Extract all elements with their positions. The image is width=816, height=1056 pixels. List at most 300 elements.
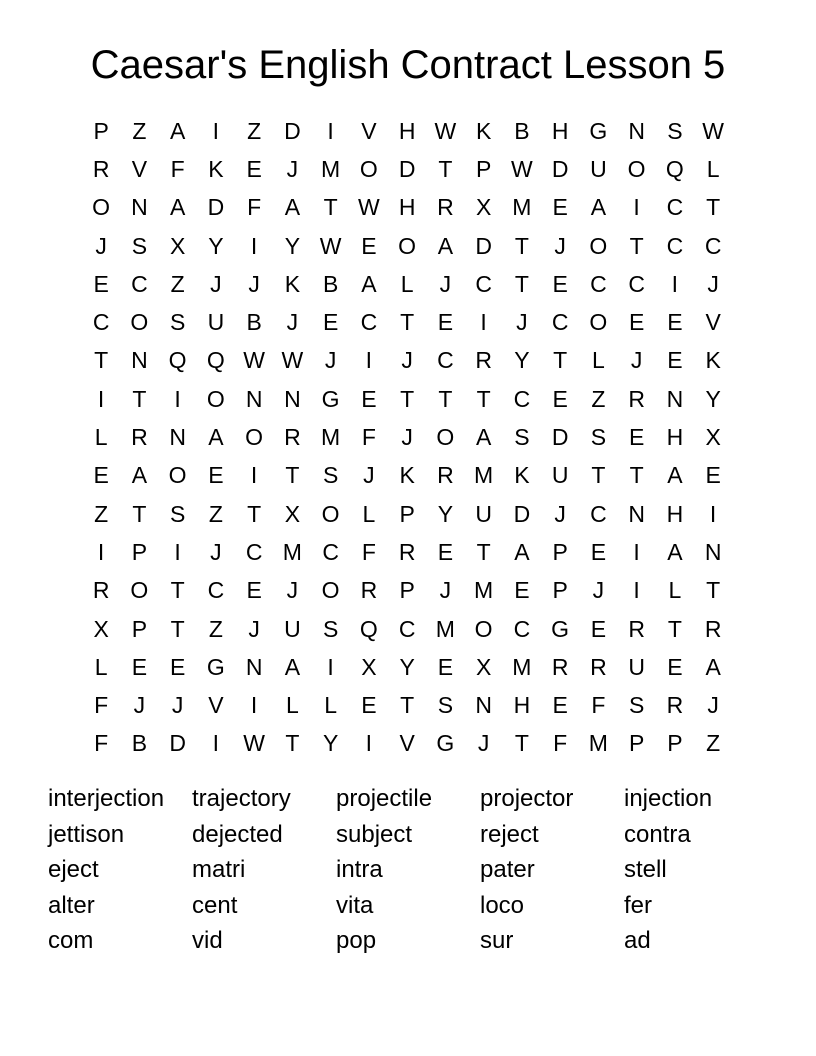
grid-letter[interactable]: V: [399, 730, 415, 757]
grid-letter[interactable]: I: [327, 117, 334, 144]
grid-letter[interactable]: C: [628, 270, 645, 297]
grid-letter[interactable]: W: [511, 155, 533, 182]
grid-letter[interactable]: K: [475, 117, 492, 144]
grid-letter[interactable]: I: [97, 538, 105, 565]
grid-letter[interactable]: U: [475, 500, 492, 527]
grid-letter[interactable]: P: [552, 538, 568, 565]
grid-letter[interactable]: J: [707, 692, 719, 719]
grid-letter[interactable]: J: [95, 232, 107, 259]
grid-letter[interactable]: T: [285, 730, 300, 757]
grid-letter[interactable]: Z: [208, 500, 223, 527]
grid-letter[interactable]: I: [365, 730, 373, 757]
grid-letter[interactable]: I: [633, 577, 640, 604]
grid-letter[interactable]: I: [97, 385, 105, 412]
grid-letter[interactable]: J: [477, 730, 490, 757]
grid-letter[interactable]: H: [666, 424, 684, 451]
grid-letter[interactable]: S: [131, 232, 148, 259]
grid-letter[interactable]: E: [246, 577, 262, 604]
grid-letter[interactable]: N: [666, 385, 684, 412]
grid-letter[interactable]: A: [169, 117, 186, 144]
grid-letter[interactable]: X: [361, 653, 377, 680]
grid-letter[interactable]: T: [400, 309, 415, 336]
grid-letter[interactable]: R: [437, 462, 454, 489]
grid-letter[interactable]: Z: [208, 615, 223, 642]
grid-letter[interactable]: K: [705, 347, 721, 374]
grid-letter[interactable]: C: [704, 232, 722, 259]
grid-letter[interactable]: O: [589, 309, 608, 336]
grid-letter[interactable]: A: [361, 270, 377, 297]
grid-letter[interactable]: O: [321, 500, 340, 527]
grid-letter[interactable]: S: [322, 615, 339, 642]
grid-letter[interactable]: J: [630, 347, 643, 374]
grid-letter[interactable]: C: [398, 615, 416, 642]
word-list-item: loco: [480, 891, 525, 919]
grid-letter[interactable]: E: [361, 385, 377, 412]
grid-letter[interactable]: E: [628, 309, 645, 336]
grid-letter[interactable]: E: [705, 462, 721, 489]
grid-letter[interactable]: R: [628, 385, 645, 412]
grid-letter[interactable]: K: [208, 155, 224, 182]
grid-letter[interactable]: E: [437, 538, 454, 565]
grid-letter[interactable]: H: [513, 692, 531, 719]
grid-letter[interactable]: I: [212, 730, 220, 757]
grid-letter[interactable]: N: [131, 194, 148, 221]
grid-letter[interactable]: J: [439, 270, 452, 297]
grid-letter[interactable]: U: [207, 309, 225, 336]
grid-letter[interactable]: M: [512, 194, 532, 221]
grid-letter[interactable]: J: [592, 577, 605, 604]
grid-letter[interactable]: S: [667, 117, 683, 144]
grid-letter[interactable]: L: [362, 500, 376, 527]
grid-letter[interactable]: K: [284, 270, 301, 297]
grid-letter[interactable]: E: [93, 270, 109, 297]
grid-letter[interactable]: R: [398, 538, 416, 565]
grid-letter[interactable]: P: [552, 577, 568, 604]
grid-letter[interactable]: E: [169, 653, 186, 680]
word-list-item: alter: [48, 891, 95, 919]
grid-letter[interactable]: X: [705, 424, 721, 451]
grid-letter[interactable]: O: [398, 232, 417, 259]
grid-letter[interactable]: N: [284, 385, 301, 412]
grid-letter[interactable]: O: [130, 309, 149, 336]
grid-letter[interactable]: I: [633, 194, 640, 221]
grid-letter[interactable]: L: [94, 424, 108, 451]
grid-letter[interactable]: M: [282, 538, 302, 565]
grid-letter[interactable]: Q: [206, 347, 225, 374]
grid-letter[interactable]: J: [248, 615, 260, 642]
grid-letter[interactable]: R: [628, 615, 645, 642]
grid-letter[interactable]: D: [398, 155, 416, 182]
grid-letter[interactable]: C: [131, 270, 148, 297]
grid-letter[interactable]: E: [208, 462, 224, 489]
grid-letter[interactable]: R: [360, 577, 378, 604]
grid-letter[interactable]: I: [365, 347, 373, 374]
grid-letter[interactable]: E: [246, 155, 262, 182]
grid-letter[interactable]: E: [552, 692, 568, 719]
grid-letter[interactable]: Z: [706, 730, 721, 757]
grid-letter[interactable]: Z: [94, 500, 109, 527]
grid-letter[interactable]: A: [514, 538, 530, 565]
grid-letter[interactable]: M: [321, 155, 341, 182]
grid-letter[interactable]: T: [170, 615, 185, 642]
grid-letter[interactable]: T: [514, 232, 529, 259]
grid-letter[interactable]: J: [286, 155, 299, 182]
word-list-item: cent: [192, 891, 238, 919]
grid-letter[interactable]: H: [398, 194, 416, 221]
grid-letter[interactable]: T: [476, 385, 491, 412]
grid-letter[interactable]: E: [437, 309, 454, 336]
grid-letter[interactable]: D: [169, 730, 186, 757]
grid-letter[interactable]: Y: [399, 653, 415, 680]
grid-letter[interactable]: P: [628, 730, 645, 757]
grid-letter[interactable]: C: [666, 194, 684, 221]
grid-letter[interactable]: D: [551, 155, 569, 182]
grid-letter[interactable]: N: [169, 424, 186, 451]
grid-letter[interactable]: T: [514, 730, 529, 757]
grid-letter[interactable]: B: [131, 730, 148, 757]
grid-letter[interactable]: J: [554, 500, 566, 527]
grid-letter[interactable]: O: [130, 577, 149, 604]
grid-letter[interactable]: N: [245, 653, 263, 680]
grid-letter[interactable]: H: [551, 117, 569, 144]
grid-letter[interactable]: F: [94, 730, 109, 757]
grid-letter[interactable]: Z: [591, 385, 606, 412]
grid-letter[interactable]: P: [399, 577, 415, 604]
grid-letter[interactable]: M: [321, 424, 341, 451]
grid-letter[interactable]: O: [359, 155, 378, 182]
grid-letter[interactable]: C: [245, 538, 263, 565]
grid-letter[interactable]: U: [551, 462, 569, 489]
grid-letter[interactable]: E: [437, 653, 454, 680]
grid-letter[interactable]: E: [131, 653, 148, 680]
grid-letter[interactable]: S: [437, 692, 454, 719]
grid-letter[interactable]: W: [702, 117, 724, 144]
grid-letter[interactable]: T: [553, 347, 568, 374]
grid-letter[interactable]: F: [170, 155, 185, 182]
grid-letter[interactable]: E: [590, 538, 607, 565]
grid-letter[interactable]: J: [210, 538, 222, 565]
grid-letter[interactable]: E: [590, 615, 607, 642]
grid-letter[interactable]: L: [285, 692, 299, 719]
grid-letter[interactable]: D: [475, 232, 492, 259]
grid-letter[interactable]: C: [590, 270, 607, 297]
grid-letter[interactable]: C: [322, 538, 339, 565]
grid-letter[interactable]: R: [704, 615, 722, 642]
grid-letter[interactable]: F: [553, 730, 568, 757]
grid-letter[interactable]: T: [438, 385, 453, 412]
grid-letter[interactable]: E: [552, 385, 568, 412]
grid-letter[interactable]: E: [552, 270, 568, 297]
grid-letter[interactable]: T: [323, 194, 338, 221]
grid-letter[interactable]: P: [667, 730, 683, 757]
grid-letter[interactable]: J: [286, 309, 299, 336]
grid-letter[interactable]: P: [131, 615, 148, 642]
letter-grid: [82, 112, 732, 763]
grid-letter[interactable]: I: [174, 538, 181, 565]
grid-letter[interactable]: P: [399, 500, 415, 527]
grid-letter[interactable]: G: [589, 117, 608, 144]
grid-letter[interactable]: T: [285, 462, 300, 489]
grid-letter[interactable]: E: [361, 692, 377, 719]
grid-letter[interactable]: Z: [132, 117, 147, 144]
grid-letter[interactable]: C: [666, 232, 684, 259]
grid-letter[interactable]: A: [590, 194, 607, 221]
grid-letter[interactable]: Q: [168, 347, 187, 374]
grid-letter[interactable]: C: [590, 500, 607, 527]
grid-letter[interactable]: W: [243, 730, 265, 757]
word-list-item: injection: [624, 785, 713, 812]
grid-letter[interactable]: F: [247, 194, 262, 221]
grid-letter[interactable]: I: [174, 385, 181, 412]
grid-letter[interactable]: E: [628, 424, 645, 451]
grid-letter[interactable]: C: [92, 309, 110, 336]
grid-letter[interactable]: R: [284, 424, 301, 451]
grid-letter[interactable]: C: [551, 309, 569, 336]
grid-letter[interactable]: U: [628, 653, 645, 680]
grid-letter[interactable]: I: [250, 462, 258, 489]
grid-letter[interactable]: E: [322, 309, 339, 336]
grid-letter[interactable]: W: [319, 232, 342, 259]
grid-letter[interactable]: G: [321, 385, 340, 412]
grid-letter[interactable]: C: [513, 615, 531, 642]
grid-letter[interactable]: L: [324, 692, 338, 719]
grid-letter[interactable]: T: [476, 538, 491, 565]
word-list-item: subject: [336, 820, 413, 848]
grid-letter[interactable]: D: [551, 424, 569, 451]
grid-letter[interactable]: X: [284, 500, 301, 527]
grid-letter[interactable]: O: [474, 615, 493, 642]
grid-letter[interactable]: A: [284, 653, 301, 680]
word-list-item: pop: [336, 927, 377, 954]
grid-letter[interactable]: W: [358, 194, 380, 221]
word-list-item: ad: [624, 927, 651, 954]
grid-letter[interactable]: I: [671, 270, 679, 297]
grid-letter[interactable]: N: [628, 500, 645, 527]
grid-letter[interactable]: J: [401, 347, 413, 374]
grid-letter[interactable]: B: [322, 270, 339, 297]
grid-letter[interactable]: E: [667, 653, 683, 680]
grid-letter[interactable]: H: [666, 500, 684, 527]
grid-letter[interactable]: W: [434, 117, 457, 144]
grid-letter[interactable]: T: [400, 692, 415, 719]
grid-letter[interactable]: P: [475, 155, 492, 182]
grid-letter[interactable]: D: [284, 117, 301, 144]
grid-letter[interactable]: E: [361, 232, 377, 259]
grid-letter[interactable]: C: [360, 309, 378, 336]
grid-letter[interactable]: Y: [705, 385, 721, 412]
grid-letter[interactable]: W: [281, 347, 304, 374]
grid-letter[interactable]: N: [131, 347, 148, 374]
grid-letter[interactable]: J: [324, 347, 337, 374]
grid-letter[interactable]: O: [589, 232, 608, 259]
grid-letter[interactable]: T: [132, 500, 147, 527]
grid-letter[interactable]: T: [591, 462, 606, 489]
grid-letter[interactable]: F: [361, 424, 376, 451]
grid-letter[interactable]: T: [667, 615, 682, 642]
grid-letter[interactable]: S: [169, 309, 186, 336]
grid-letter[interactable]: V: [705, 309, 721, 336]
grid-letter[interactable]: E: [93, 462, 109, 489]
grid-letter[interactable]: C: [475, 270, 492, 297]
grid-letter[interactable]: C: [513, 385, 531, 412]
grid-letter[interactable]: D: [513, 500, 531, 527]
grid-letter[interactable]: M: [474, 577, 494, 604]
grid-letter[interactable]: J: [516, 309, 528, 336]
grid-letter[interactable]: N: [628, 117, 645, 144]
grid-letter[interactable]: I: [250, 232, 258, 259]
grid-letter[interactable]: L: [94, 653, 108, 680]
grid-letter[interactable]: V: [208, 692, 224, 719]
grid-letter[interactable]: G: [206, 653, 225, 680]
grid-letter[interactable]: T: [132, 385, 147, 412]
grid-letter[interactable]: T: [438, 155, 453, 182]
grid-letter[interactable]: O: [436, 424, 455, 451]
grid-letter[interactable]: F: [361, 538, 376, 565]
grid-letter[interactable]: S: [514, 424, 530, 451]
grid-letter[interactable]: A: [437, 232, 454, 259]
grid-letter[interactable]: X: [169, 232, 186, 259]
grid-letter[interactable]: A: [169, 194, 186, 221]
grid-letter[interactable]: J: [248, 270, 260, 297]
grid-letter[interactable]: D: [207, 194, 225, 221]
grid-letter[interactable]: R: [475, 347, 492, 374]
grid-letter[interactable]: M: [474, 462, 494, 489]
grid-letter[interactable]: U: [590, 155, 607, 182]
grid-letter[interactable]: E: [552, 194, 568, 221]
word-list-item: projectile: [336, 785, 433, 812]
grid-letter[interactable]: B: [514, 117, 530, 144]
grid-letter[interactable]: N: [245, 385, 263, 412]
grid-letter[interactable]: T: [629, 232, 644, 259]
grid-letter[interactable]: J: [286, 577, 299, 604]
grid-letter[interactable]: R: [666, 692, 684, 719]
grid-letter[interactable]: T: [629, 462, 644, 489]
grid-letter[interactable]: S: [628, 692, 645, 719]
grid-letter[interactable]: A: [284, 194, 301, 221]
grid-letter[interactable]: I: [709, 500, 717, 527]
grid-letter[interactable]: Y: [284, 232, 301, 259]
grid-letter[interactable]: I: [480, 309, 487, 336]
grid-letter[interactable]: S: [322, 462, 339, 489]
grid-letter[interactable]: I: [633, 538, 640, 565]
grid-letter[interactable]: Y: [208, 232, 224, 259]
grid-letter[interactable]: T: [247, 500, 262, 527]
grid-letter[interactable]: T: [514, 270, 529, 297]
grid-letter[interactable]: P: [93, 117, 109, 144]
grid-letter[interactable]: J: [171, 692, 184, 719]
grid-letter[interactable]: Y: [437, 500, 454, 527]
grid-letter[interactable]: L: [706, 155, 720, 182]
grid-letter[interactable]: B: [246, 309, 262, 336]
grid-letter[interactable]: J: [554, 232, 566, 259]
grid-letter[interactable]: L: [668, 577, 682, 604]
grid-letter[interactable]: O: [321, 577, 340, 604]
word-list-item: pater: [480, 856, 535, 883]
grid-letter[interactable]: J: [210, 270, 222, 297]
grid-letter[interactable]: O: [245, 424, 264, 451]
grid-letter[interactable]: I: [327, 653, 334, 680]
grid-letter[interactable]: R: [92, 155, 110, 182]
grid-letter[interactable]: X: [93, 615, 109, 642]
grid-letter[interactable]: A: [667, 538, 683, 565]
grid-letter[interactable]: M: [588, 730, 608, 757]
grid-letter[interactable]: G: [436, 730, 455, 757]
grid-letter[interactable]: J: [707, 270, 719, 297]
grid-letter[interactable]: K: [399, 462, 415, 489]
grid-letter[interactable]: X: [475, 653, 492, 680]
grid-letter[interactable]: C: [207, 577, 225, 604]
grid-letter[interactable]: Z: [247, 117, 262, 144]
grid-letter[interactable]: T: [94, 347, 109, 374]
grid-letter[interactable]: I: [250, 692, 258, 719]
word-list-item: projector: [480, 785, 574, 812]
grid-letter[interactable]: T: [400, 385, 415, 412]
grid-letter[interactable]: L: [591, 347, 605, 374]
grid-letter[interactable]: M: [435, 615, 455, 642]
grid-letter[interactable]: T: [706, 577, 721, 604]
grid-letter[interactable]: X: [475, 194, 492, 221]
grid-letter[interactable]: O: [92, 194, 111, 221]
grid-letter[interactable]: U: [284, 615, 301, 642]
grid-letter[interactable]: E: [667, 347, 683, 374]
grid-letter[interactable]: F: [94, 692, 109, 719]
grid-letter[interactable]: N: [475, 692, 492, 719]
grid-letter[interactable]: O: [206, 385, 225, 412]
grid-letter[interactable]: R: [92, 577, 110, 604]
grid-letter[interactable]: S: [590, 424, 607, 451]
grid-letter[interactable]: R: [437, 194, 454, 221]
grid-letter[interactable]: Q: [359, 615, 378, 642]
grid-letter[interactable]: Y: [322, 730, 339, 757]
grid-letter[interactable]: N: [704, 538, 722, 565]
grid-letter[interactable]: Y: [514, 347, 530, 374]
grid-letter[interactable]: G: [551, 615, 570, 642]
grid-letter[interactable]: A: [705, 653, 721, 680]
grid-letter[interactable]: T: [170, 577, 185, 604]
grid-letter[interactable]: W: [243, 347, 265, 374]
grid-letter[interactable]: A: [131, 462, 148, 489]
grid-letter[interactable]: A: [475, 424, 492, 451]
grid-letter[interactable]: S: [169, 500, 186, 527]
grid-letter[interactable]: J: [401, 424, 413, 451]
grid-letter[interactable]: K: [514, 462, 530, 489]
grid-letter[interactable]: V: [361, 117, 377, 144]
grid-letter[interactable]: J: [439, 577, 452, 604]
grid-letter[interactable]: V: [131, 155, 148, 182]
grid-letter[interactable]: F: [591, 692, 606, 719]
grid-letter[interactable]: C: [437, 347, 454, 374]
grid-letter[interactable]: A: [208, 424, 224, 451]
grid-letter[interactable]: P: [131, 538, 148, 565]
grid-letter[interactable]: Z: [170, 270, 185, 297]
grid-letter[interactable]: L: [400, 270, 414, 297]
grid-letter[interactable]: E: [667, 309, 683, 336]
grid-letter[interactable]: R: [590, 653, 607, 680]
grid-letter[interactable]: A: [667, 462, 683, 489]
grid-letter[interactable]: Q: [665, 155, 684, 182]
grid-letter[interactable]: H: [398, 117, 416, 144]
grid-letter[interactable]: J: [133, 692, 146, 719]
grid-letter[interactable]: O: [627, 155, 646, 182]
grid-letter[interactable]: E: [514, 577, 530, 604]
grid-letter[interactable]: T: [706, 194, 721, 221]
grid-letter[interactable]: J: [363, 462, 375, 489]
grid-letter[interactable]: R: [131, 424, 148, 451]
grid-letter[interactable]: I: [212, 117, 220, 144]
grid-letter[interactable]: R: [551, 653, 569, 680]
grid-letter[interactable]: O: [168, 462, 187, 489]
grid-letter[interactable]: M: [512, 653, 532, 680]
